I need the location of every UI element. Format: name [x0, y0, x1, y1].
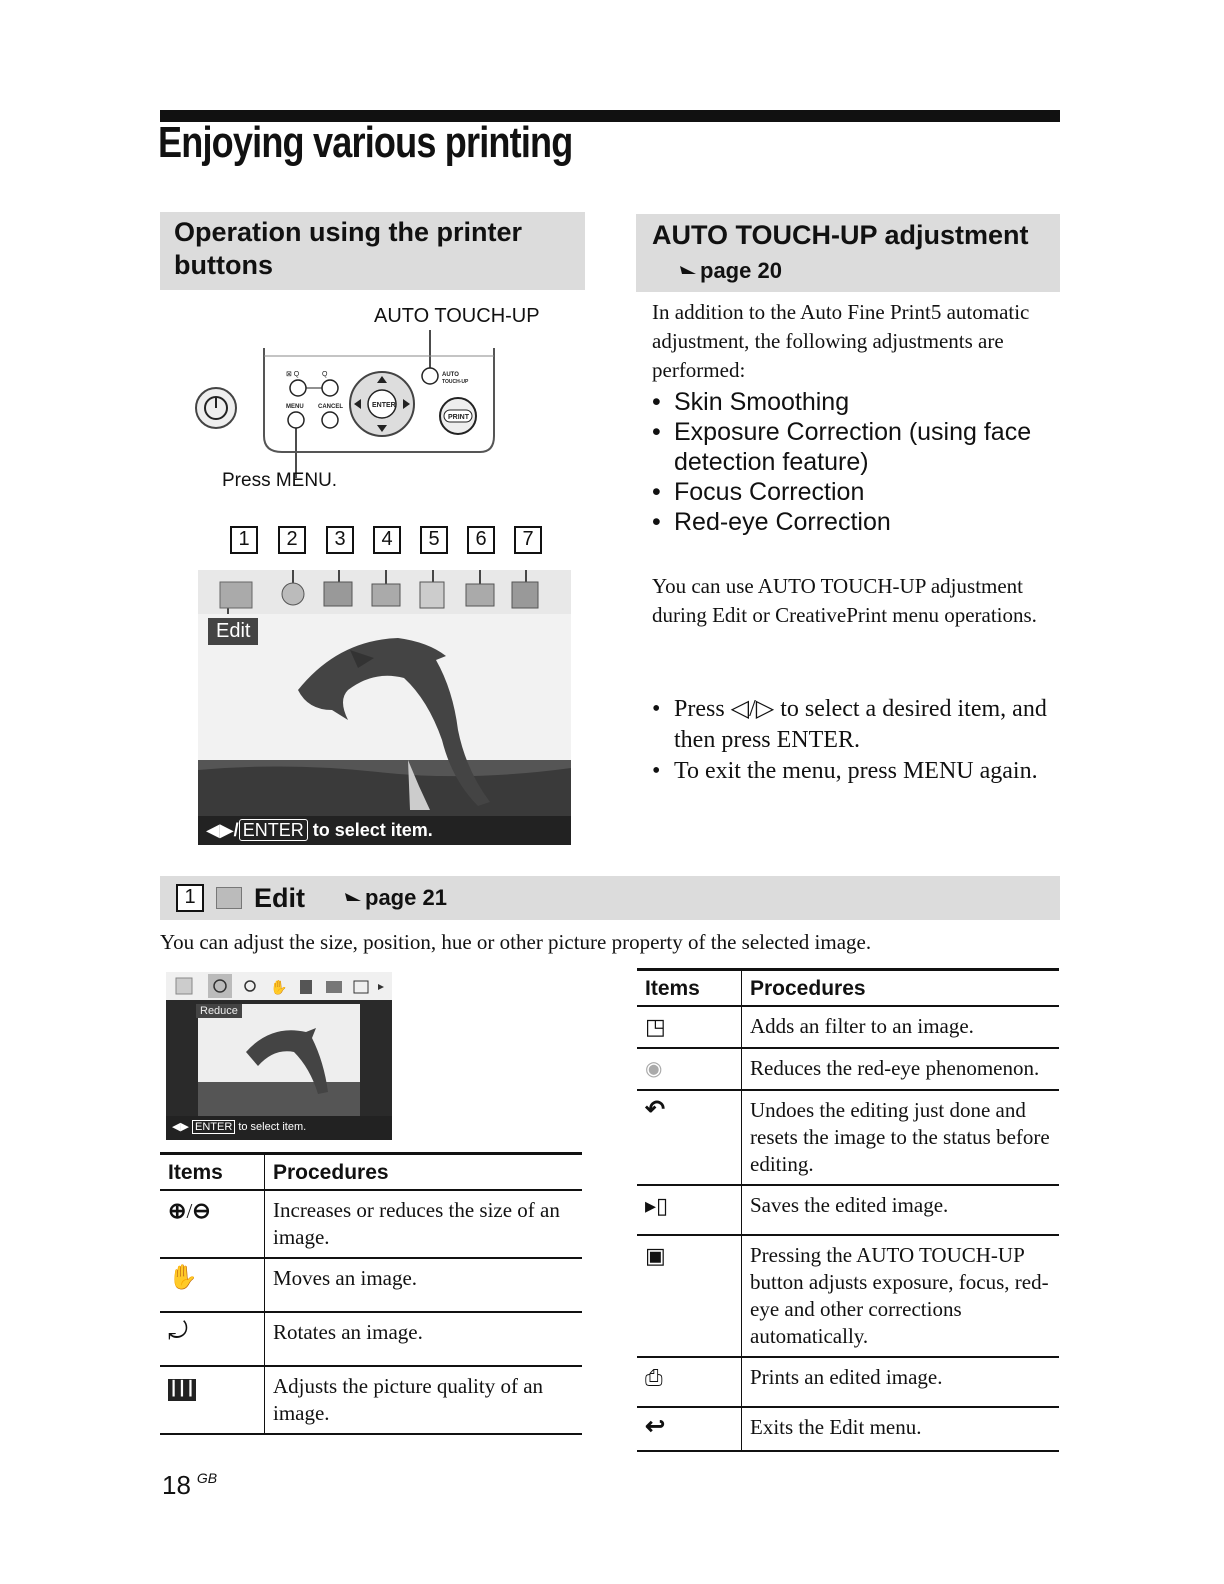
page-ref-arrow-icon: [317, 891, 361, 905]
left-right-arrows-icon: ◀▶: [172, 1121, 192, 1133]
svg-text:ENTER: ENTER: [372, 402, 396, 409]
item-cell: [160, 1258, 265, 1312]
menu-number-7: 7: [514, 526, 542, 554]
procedure-cell: Pressing the AUTO TOUCH-UP button adjusts exposure, focus, red-eye and other corrections automatically.: [742, 1235, 1060, 1357]
table-row: [637, 1235, 1059, 1357]
procedure-cell: Exits the Edit menu.: [742, 1407, 1060, 1451]
page-number: [162, 1470, 217, 1501]
table-row: [637, 1090, 1059, 1185]
page-ref-20: [652, 254, 782, 288]
list-item: • Skin Smoothing: [652, 387, 1052, 417]
procedures-header: Procedures: [742, 970, 1060, 1007]
dolphin-photo: [198, 570, 571, 845]
procedure-cell: Adds an filter to an image.: [742, 1006, 1060, 1048]
edit-screen-graphic: [166, 972, 392, 1140]
page-ref-21: [317, 885, 447, 911]
auto-touch-up-callout: AUTO TOUCH-UP: [374, 305, 540, 327]
enter-key: ENTER: [192, 1120, 235, 1134]
svg-text:✋: ✋: [270, 979, 288, 995]
slash-separator: /: [186, 1199, 193, 1223]
svg-text:AUTO: AUTO: [442, 372, 459, 378]
reduce-tab: Reduce: [196, 1004, 242, 1018]
procedure-cell: Reduces the red-eye phenomenon.: [742, 1048, 1060, 1090]
auto-touch-up-intro: In addition to the Auto Fine Print5 automatic adjustment, the following adjustments are performed:: [652, 300, 1030, 382]
instruction-list: [652, 694, 1062, 787]
procedure-cell: Increases or reduces the size of an image.: [265, 1190, 583, 1258]
item-cell: [637, 1185, 742, 1235]
left-right-arrows-icon: ◀▶/: [206, 820, 239, 840]
edit-screen: [166, 972, 392, 1140]
page-number-suffix: GB: [196, 1470, 218, 1486]
edit-heading: Edit: [254, 882, 305, 913]
printer-button-panel: [190, 326, 510, 496]
item-cell: [637, 1407, 742, 1451]
table-row: [637, 1357, 1059, 1407]
item-cell: [637, 1006, 742, 1048]
table-row: [160, 1312, 582, 1366]
section-heading-auto-touch-up: [636, 214, 1060, 292]
edit-screen-footer: [172, 1120, 306, 1133]
table-row: [637, 1048, 1059, 1090]
page-title: Enjoying various printing: [158, 118, 573, 167]
page-ref-arrow-icon: [652, 264, 696, 278]
screen-edit-tab: Edit: [208, 618, 258, 645]
table-header-row: [637, 970, 1059, 1007]
procedure-cell: Undoes the editing just done and resets the image to the status before editing.: [742, 1090, 1060, 1185]
procedure-cell: Rotates an image.: [265, 1312, 583, 1366]
exit-icon: ↩: [645, 1414, 666, 1440]
edit-number: 1: [176, 884, 204, 912]
rotate-icon: ⤾: [168, 1319, 188, 1345]
edit-items-table-left: [160, 1152, 582, 1435]
list-item: • Press ◁/▷ to select a desired item, and then press ENTER.: [652, 694, 1062, 756]
press-menu-callout: Press MENU.: [222, 470, 338, 491]
menu-number-1: 1: [230, 526, 258, 554]
svg-text:CANCEL: CANCEL: [318, 404, 343, 410]
items-header: Items: [160, 1154, 265, 1191]
hand-move-icon: ✋: [168, 1265, 198, 1291]
svg-text:PRINT: PRINT: [448, 414, 469, 421]
save-icon: ▸▯: [645, 1193, 669, 1218]
list-item: • To exit the menu, press MENU again.: [652, 756, 1062, 787]
menu-screen: [198, 570, 571, 845]
menu-number-4: 4: [373, 526, 401, 554]
page-ref-text: page 20: [700, 258, 782, 283]
edit-screen-footer-text: to select item.: [238, 1121, 307, 1133]
item-cell: [160, 1366, 265, 1434]
zoom-in-icon: ⊕: [168, 1198, 187, 1223]
table-row: [160, 1366, 582, 1434]
svg-text:Q: Q: [322, 371, 328, 378]
table-header-row: [160, 1154, 582, 1191]
table-row: [637, 1006, 1059, 1048]
table-row: [637, 1185, 1059, 1235]
item-cell: [637, 1090, 742, 1185]
table-row: [160, 1190, 582, 1258]
undo-icon: ↶: [645, 1097, 666, 1123]
svg-text:TOUCH-UP: TOUCH-UP: [442, 379, 469, 385]
procedure-cell: Moves an image.: [265, 1258, 583, 1312]
table-row: [160, 1258, 582, 1312]
edit-description: You can adjust the size, position, hue or other picture property of the selected image.: [160, 930, 872, 954]
svg-text:⊠ Q: ⊠ Q: [286, 371, 300, 378]
procedure-cell: Adjusts the picture quality of an image.: [265, 1366, 583, 1434]
picture-quality-icon: ┃┃┃: [168, 1379, 196, 1401]
page-number-value: 18: [162, 1470, 191, 1500]
section-heading-edit: [160, 876, 1060, 920]
menu-number-3: 3: [326, 526, 354, 554]
table-row: [637, 1407, 1059, 1451]
edit-items-table-right: [637, 968, 1059, 1452]
svg-text:MENU: MENU: [286, 404, 304, 410]
filter-icon: ◳: [645, 1014, 666, 1039]
power-button-icon: [196, 388, 236, 428]
auto-touch-up-note: You can use AUTO TOUCH-UP adjustment during Edit or CreativePrint menu operations.: [652, 574, 1037, 627]
list-item: • Red-eye Correction: [652, 507, 1052, 537]
item-cell: [160, 1190, 265, 1258]
list-item: • Focus Correction: [652, 477, 1052, 507]
auto-touch-up-icon: ▣: [645, 1243, 666, 1268]
procedure-cell: Saves the edited image.: [742, 1185, 1060, 1235]
screen-footer: [198, 816, 571, 845]
procedures-header: Procedures: [265, 1154, 583, 1191]
menu-number-row: [230, 526, 550, 554]
zoom-out-icon: ⊖: [192, 1198, 211, 1223]
menu-number-6: 6: [467, 526, 495, 554]
auto-touch-up-heading: AUTO TOUCH-UP adjustment: [652, 220, 1029, 250]
edit-menu-icon: [216, 887, 242, 909]
adjustment-list: [652, 387, 1052, 537]
procedure-cell: Prints an edited image.: [742, 1357, 1060, 1407]
screen-footer-text: to select item.: [312, 820, 433, 840]
section-heading-printer-buttons: Operation using the printer buttons: [160, 212, 585, 290]
item-cell: [637, 1048, 742, 1090]
item-cell: [160, 1312, 265, 1366]
print-icon: ⎙: [645, 1365, 663, 1390]
menu-number-2: 2: [278, 526, 306, 554]
menu-number-5: 5: [420, 526, 448, 554]
enter-key: ENTER: [239, 819, 308, 841]
item-cell: [637, 1357, 742, 1407]
item-cell: [637, 1235, 742, 1357]
red-eye-icon: ◉: [645, 1058, 663, 1080]
page-ref-text: page 21: [365, 885, 447, 910]
list-item: • Exposure Correction (using face detection feature): [652, 417, 1052, 477]
items-header: Items: [637, 970, 742, 1007]
